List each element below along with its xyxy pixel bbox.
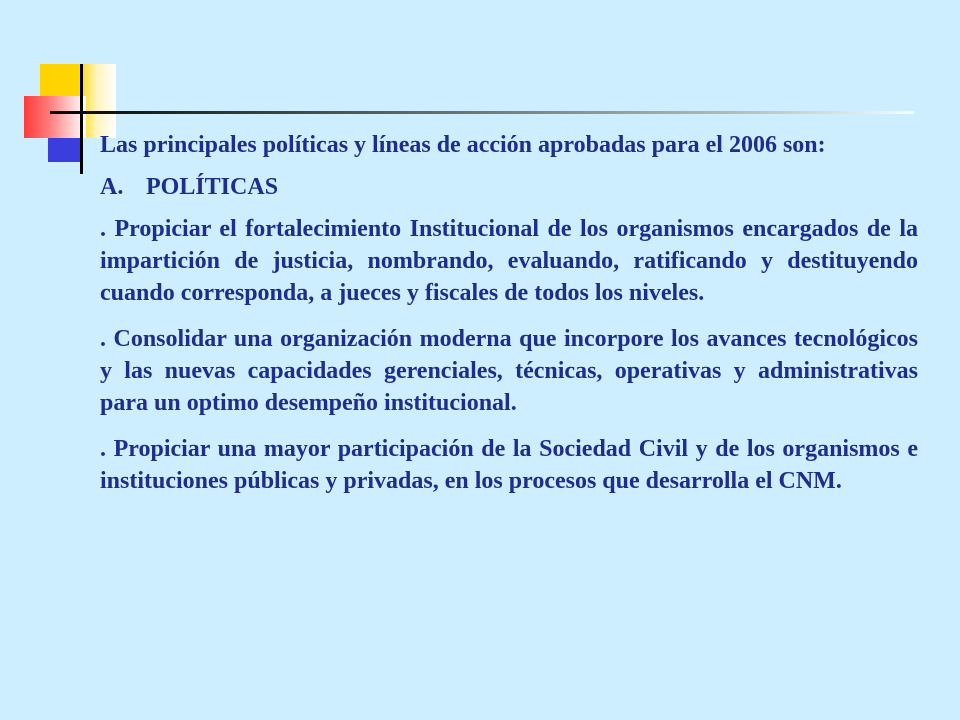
section-heading <box>100 171 918 203</box>
section-letter: A. <box>100 174 124 200</box>
policy-item-1: . Propiciar el fortalecimiento Institucional de los organismos encargados de la impartición de justicia, nombrando, evaluando, ratificando y destituyendo cuando corresponda, a jueces y fiscales de todos los niveles. <box>100 216 918 306</box>
decorative-horizontal-rule <box>50 111 914 114</box>
decorative-blue-square <box>48 138 82 162</box>
intro-paragraph: Las principales políticas y líneas de acción aprobadas para el 2006 son: <box>100 132 826 158</box>
decorative-red-square <box>24 96 86 138</box>
policy-item-2: . Consolidar una organización moderna que incorpore los avances tecnológicos y las nuevas capacidades gerenciales, técnicas, operativas y administrativas para un optimo desempeño institucional. <box>100 326 918 416</box>
policy-item-3: . Propiciar una mayor participación de la Sociedad Civil y de los organismos e instituciones públicas y privadas, en los procesos que desarrolla el CNM. <box>100 436 918 494</box>
slide-content <box>100 129 918 511</box>
section-title: POLÍTICAS <box>146 174 279 200</box>
decorative-vertical-line <box>80 64 83 174</box>
